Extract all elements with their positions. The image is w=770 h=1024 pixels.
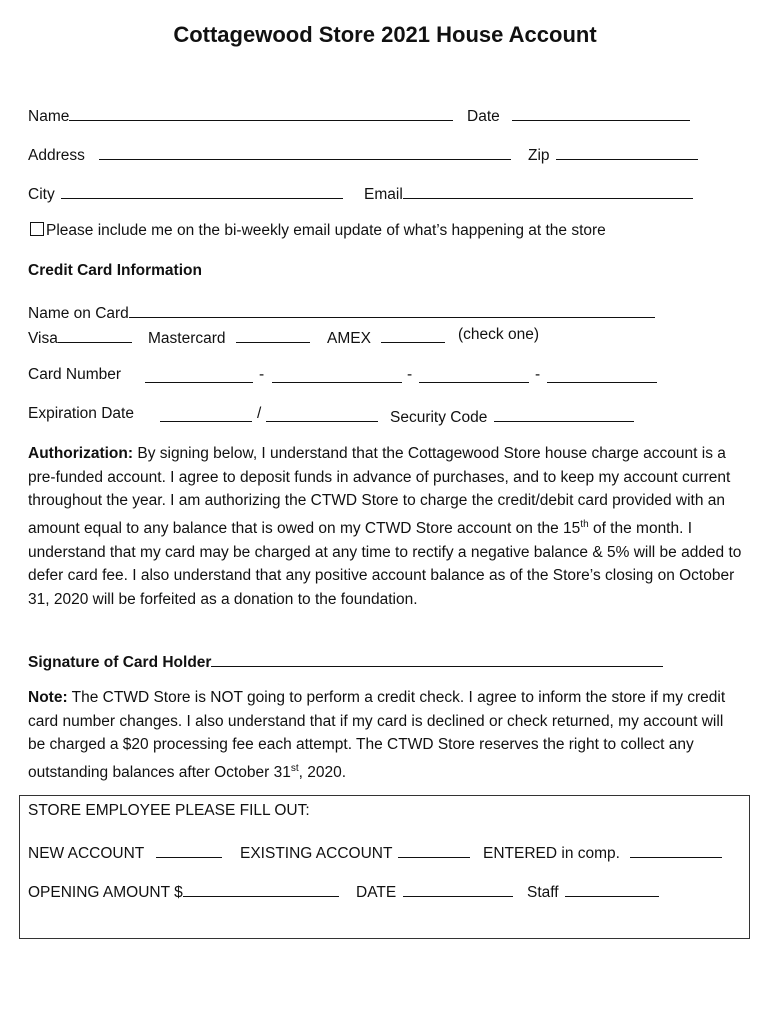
zip-label: Zip [528, 147, 550, 164]
new-account-line[interactable] [156, 841, 222, 858]
signature-label: Signature of Card Holder [28, 654, 212, 671]
opening-amount-label: OPENING AMOUNT $ [28, 884, 183, 901]
address-input-line[interactable] [99, 143, 511, 160]
visa-check-line[interactable] [58, 326, 132, 343]
security-code-label: Security Code [390, 409, 488, 426]
name-label: Name [28, 108, 70, 125]
opening-amount-line[interactable] [183, 880, 339, 897]
email-label: Email [364, 186, 403, 203]
expiration-date-label: Expiration Date [28, 405, 134, 422]
amex-option [327, 326, 445, 348]
visa-label: Visa [28, 330, 58, 347]
staff-label: Staff [527, 884, 559, 901]
card-number-part-3[interactable] [419, 366, 529, 383]
security-code-row [390, 405, 634, 427]
address-label: Address [28, 147, 85, 164]
card-number-dash-2: - [407, 366, 413, 383]
staff-line[interactable] [565, 880, 659, 897]
zip-field-row [528, 143, 698, 165]
authorization-label: Authorization: [28, 445, 134, 462]
email-input-line[interactable] [403, 182, 693, 199]
employee-heading: STORE EMPLOYEE PLEASE FILL OUT: [28, 802, 310, 819]
store-employee-box [19, 795, 750, 939]
date-input-line[interactable] [512, 104, 690, 121]
new-account-label: NEW ACCOUNT [28, 845, 144, 862]
mastercard-option [148, 326, 310, 348]
card-number-part-1[interactable] [145, 366, 253, 383]
name-on-card-row [28, 301, 655, 323]
check-one-note: (check one) [458, 326, 539, 343]
authorization-text-2: of the month. I understand that my card may be charged at any time to rectify a negative balance & 5% will be added to defer card fee. I also understand that any positive account balance as of the Store’s closing on October 31, 2020 will be forfeited as a donation to the foundation. [28, 519, 742, 608]
staff-row [527, 880, 659, 902]
employee-date-row [356, 880, 513, 902]
authorization-text-1: By signing below, I understand that the Cottagewood Store house charge account is a pre-funded account. I agree to deposit funds in advance of purchases, and to keep my account current throughout the year. I am authorizing the CTWD Store to charge the credit/debit card provided with an amount equal to any balance that is owed on my CTWD Store account on the 15 [28, 445, 731, 537]
name-input-line[interactable] [69, 104, 453, 121]
note-paragraph [28, 686, 744, 785]
amex-label: AMEX [327, 330, 371, 347]
name-on-card-label: Name on Card [28, 305, 129, 322]
note-text-1: The CTWD Store is NOT going to perform a credit check. I agree to inform the store if my credit card number changes. I also understand that if my card is declined or check returned, my account will be charged a $20 processing fee each attempt. The CTWD Store reserves the right to collect any outstanding balances after October 31 [28, 689, 726, 781]
card-number-part-4[interactable] [547, 366, 657, 383]
mastercard-label: Mastercard [148, 330, 226, 347]
date-field-row [467, 104, 690, 126]
authorization-paragraph [28, 442, 744, 611]
page-title: Cottagewood Store 2021 House Account [173, 22, 597, 47]
expiration-year-line[interactable] [266, 405, 378, 422]
expiration-slash: / [257, 405, 262, 422]
card-number-row [28, 366, 121, 384]
name-on-card-input-line[interactable] [129, 301, 655, 318]
existing-account-line[interactable] [398, 841, 470, 858]
email-field-row [364, 182, 693, 204]
name-field-row [28, 104, 453, 126]
email-optin-label: Please include me on the bi-weekly email update of what’s happening at the store [46, 222, 606, 239]
card-number-dash-1: - [259, 366, 265, 383]
zip-input-line[interactable] [556, 143, 698, 160]
existing-account-label: EXISTING ACCOUNT [240, 845, 393, 862]
expiration-month-line[interactable] [160, 405, 252, 422]
card-number-dash-3: - [535, 366, 541, 383]
note-label: Note: [28, 689, 68, 706]
mastercard-check-line[interactable] [236, 326, 310, 343]
city-label: City [28, 186, 55, 203]
signature-input-line[interactable] [211, 650, 663, 667]
note-text-2: , 2020. [298, 763, 346, 781]
entered-row [483, 841, 722, 863]
employee-date-line[interactable] [403, 880, 513, 897]
note-sup: st [290, 762, 299, 774]
email-optin-row [30, 222, 606, 240]
credit-card-heading: Credit Card Information [28, 262, 202, 279]
existing-account-row [240, 841, 470, 863]
card-number-label: Card Number [28, 366, 122, 383]
amex-check-line[interactable] [381, 326, 445, 343]
signature-row [28, 650, 663, 672]
security-code-input-line[interactable] [494, 405, 634, 422]
entered-line[interactable] [630, 841, 722, 858]
address-field-row [28, 143, 511, 165]
employee-date-label: DATE [356, 884, 397, 901]
new-account-row [28, 841, 222, 863]
card-type-row [28, 326, 132, 348]
authorization-sup: th [580, 518, 589, 530]
email-optin-checkbox[interactable] [30, 222, 44, 236]
card-number-part-2[interactable] [272, 366, 402, 383]
date-label: Date [467, 108, 500, 125]
opening-amount-row [28, 880, 339, 902]
entered-label: ENTERED in comp. [483, 845, 620, 862]
city-input-line[interactable] [61, 182, 343, 199]
city-field-row [28, 182, 343, 204]
